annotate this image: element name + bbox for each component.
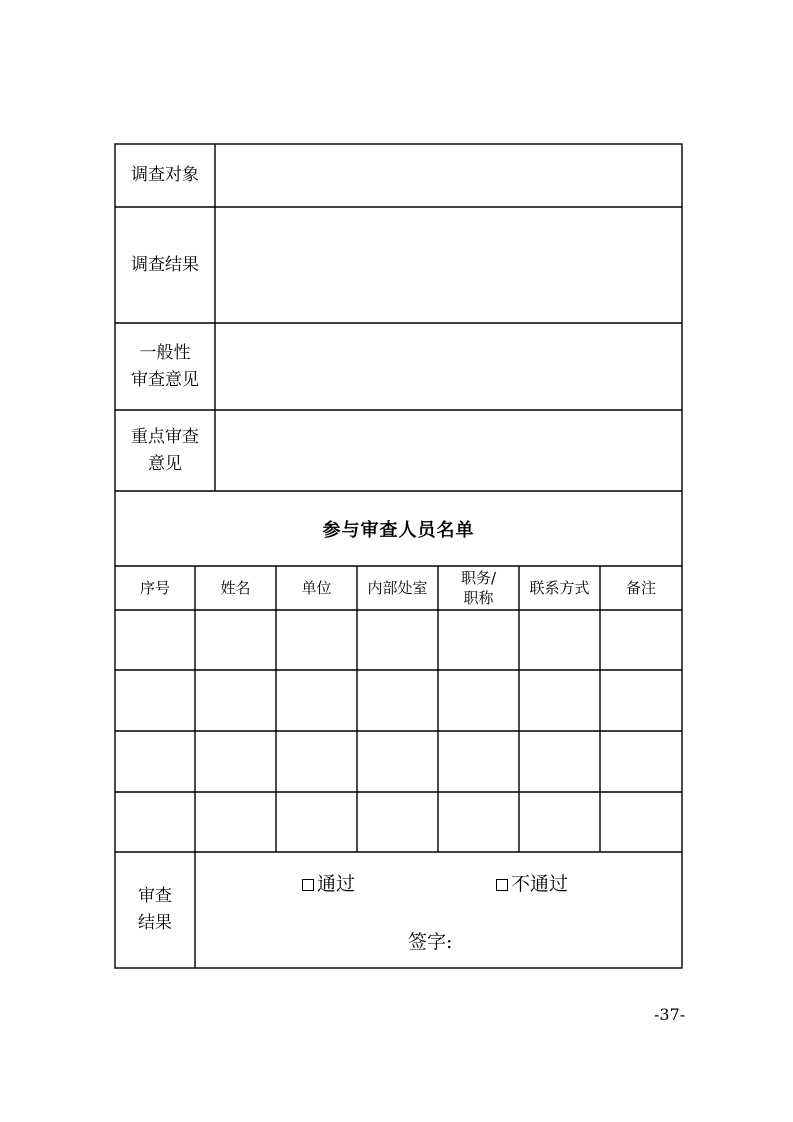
header-remarks: [600, 566, 682, 610]
label-line: 重点审查: [131, 426, 199, 447]
header-line: 姓名: [220, 579, 251, 597]
header-position: [438, 566, 519, 610]
header-line: 职务/: [460, 569, 497, 587]
signature-field[interactable]: [462, 924, 662, 956]
label-line: 审查: [138, 886, 172, 906]
signature-label: 签字:: [408, 931, 453, 953]
general-opinion-field[interactable]: [215, 323, 682, 410]
key-opinion-field[interactable]: [215, 410, 682, 491]
header-line: 内部处室: [367, 579, 428, 597]
label-survey-object: [115, 144, 215, 207]
header-line: 备注: [625, 579, 656, 597]
option-pass[interactable]: [302, 869, 355, 896]
survey-result-field[interactable]: [215, 207, 682, 323]
section-title: 参与审查人员名单: [322, 519, 475, 541]
label-line: 调查对象: [131, 165, 199, 185]
header-line: 序号: [139, 579, 170, 597]
header-unit: [276, 566, 357, 610]
label-key-opinion: [115, 410, 215, 491]
survey-object-field[interactable]: [215, 144, 682, 207]
header-line: 单位: [301, 579, 332, 597]
option-fail-label: 不通过: [511, 873, 569, 895]
header-line: 职称: [463, 589, 494, 607]
header-contact: [519, 566, 600, 610]
checkbox-icon[interactable]: [302, 879, 314, 891]
label-line: 调查结果: [131, 254, 199, 275]
label-line: 审查意见: [131, 369, 199, 390]
label-line: 意见: [148, 453, 182, 474]
label-general-opinion: [115, 323, 215, 410]
page-number: -37-: [654, 1005, 686, 1024]
header-serial: [115, 566, 195, 610]
header-line: 联系方式: [529, 579, 590, 597]
option-fail[interactable]: [496, 869, 568, 896]
checkbox-icon[interactable]: [496, 879, 508, 891]
label-line: 结果: [138, 913, 172, 933]
label-survey-result: [115, 207, 215, 323]
header-name: [195, 566, 276, 610]
label-review-result: [115, 852, 195, 968]
label-line: 一般性: [139, 342, 191, 363]
option-pass-label: 通过: [317, 873, 356, 895]
header-department: [357, 566, 438, 610]
